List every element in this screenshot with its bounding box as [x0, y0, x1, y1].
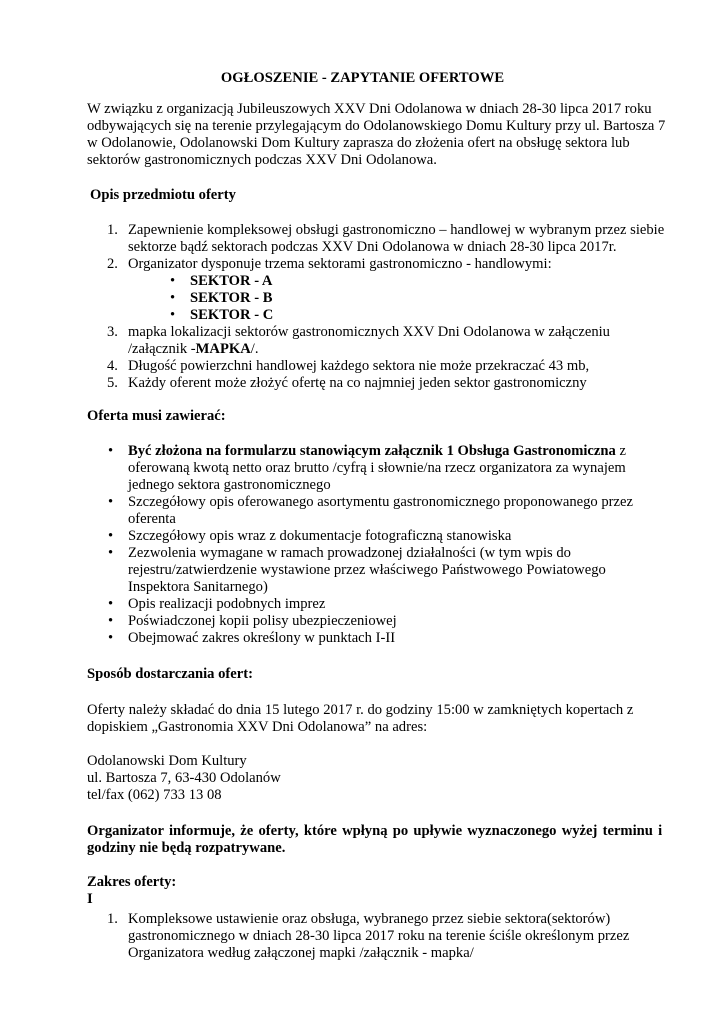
bullet: •	[170, 273, 176, 289]
list-item-line: mapka lokalizacji sektorów gastronomicznych XXV Dni Odolanowa w załączeniu	[128, 324, 610, 340]
bullet: •	[108, 545, 114, 561]
address-phone: tel/fax (062) 733 13 08	[87, 787, 222, 803]
oferta-heading: Oferta musi zawierać:	[87, 408, 226, 424]
list-number: 1.	[107, 222, 118, 238]
intro-line: W związku z organizacją Jubileuszowych XXV Dni Odolanowa w dniach 28-30 lipca 2017 roku	[87, 101, 652, 117]
opis-heading: Opis przedmiotu oferty	[90, 187, 236, 203]
list-item-line: Szczegółowy opis oferowanego asortymentu gastronomicznego proponowanego przez	[128, 494, 633, 510]
list-item-text: /.	[250, 341, 259, 357]
bullet: •	[108, 596, 114, 612]
notice-line: godziny nie będą rozpatrywane.	[87, 840, 286, 856]
list-item-line	[128, 443, 698, 460]
list-item: Organizator dysponuje trzema sektorami gastronomiczno - handlowymi:	[128, 256, 552, 272]
list-item-line	[128, 341, 688, 358]
list-item-line: oferowaną kwotą netto oraz brutto /cyfrą i słownie/na rzecz organizatora za wynajem	[128, 460, 626, 476]
list-item-line: gastronomicznego w dniach 28-30 lipca 2017 roku na terenie ściśle określonym przez	[128, 928, 630, 944]
zakres-title: Zakres oferty:	[87, 874, 177, 890]
intro-line: sektorów gastronomicznych podczas XXV Dni Odolanowa.	[87, 152, 437, 168]
list-item-bold: Być złożona na formularzu stanowiącym załącznik 1 Obsługa Gastronomiczna	[128, 443, 616, 459]
sector-item: SEKTOR - B	[190, 290, 273, 306]
list-item-line: oferenta	[128, 511, 176, 527]
address-block	[87, 753, 672, 804]
mapka-label: MAPKA	[195, 341, 251, 357]
list-number: 2.	[107, 256, 118, 272]
list-item: Opis realizacji podobnych imprez	[128, 596, 326, 612]
list-item	[128, 324, 688, 358]
zakres-heading	[87, 874, 672, 908]
list-item	[128, 494, 688, 528]
deadline-notice	[87, 823, 672, 857]
list-item-line: jednego sektora gastronomicznego	[128, 477, 331, 493]
address-name: Odolanowski Dom Kultury	[87, 753, 247, 769]
notice-line: Organizator informuje, że oferty, które wpłyną po upływie wyznaczonego wyżej terminu i	[87, 823, 663, 839]
bullet: •	[108, 528, 114, 544]
list-item-line: Organizatora według załączonej mapki /załącznik - mapka/	[128, 945, 474, 961]
bullet: •	[108, 630, 114, 646]
list-item-line: Zezwolenia wymagane w ramach prowadzonej działalności (w tym wpis do	[128, 545, 571, 561]
list-item	[128, 222, 688, 256]
document-title: OGŁOSZENIE - ZAPYTANIE OFERTOWE	[220, 70, 505, 86]
sposob-paragraph	[87, 702, 672, 736]
list-item: Szczegółowy opis wraz z dokumentacje fotograficzną stanowiska	[128, 528, 512, 544]
intro-line: w Odolanowie, Odolanowski Dom Kultury zaprasza do złożenia ofert na obsługę sektora lub	[87, 135, 630, 151]
list-number: 4.	[107, 358, 118, 374]
bullet: •	[108, 613, 114, 629]
list-item-line: Inspektora Sanitarnego)	[128, 579, 268, 595]
list-item: Obejmować zakres określony w punktach I-II	[128, 630, 396, 646]
list-item-line: Zapewnienie kompleksowej obsługi gastronomiczno – handlowej w wybranym przez siebie	[128, 222, 665, 238]
list-item	[128, 443, 698, 494]
list-item: Poświadczonej kopii polisy ubezpieczeniowej	[128, 613, 397, 629]
sposob-line: Oferty należy składać do dnia 15 lutego 2017 r. do godziny 15:00 w zamkniętych kopertach z	[87, 702, 634, 718]
list-number: 5.	[107, 375, 118, 391]
sposob-line: dopiskiem „Gastronomia XXV Dni Odolanowa” na adres:	[87, 719, 428, 735]
list-number: 1.	[107, 911, 118, 927]
sector-item: SEKTOR - C	[190, 307, 274, 323]
list-item-text: /załącznik -	[128, 341, 196, 357]
list-number: 3.	[107, 324, 118, 340]
bullet: •	[170, 290, 176, 306]
intro-line: odbywających się na terenie przylegającym do Odolanowskiego Domu Kultury przy ul. Bartosza 7	[87, 118, 666, 134]
bullet: •	[108, 494, 114, 510]
list-item: Długość powierzchni handlowej każdego sektora nie może przekraczać 43 mb,	[128, 358, 590, 374]
sector-item: SEKTOR - A	[190, 273, 273, 289]
list-item-line: rejestru/zatwierdzenie wystawione przez właściwego Państwowego Powiatowego	[128, 562, 606, 578]
list-item: Każdy oferent może złożyć ofertę na co najmniej jeden sektor gastronomiczny	[128, 375, 587, 391]
bullet: •	[170, 307, 176, 323]
address-street: ul. Bartosza 7, 63-430 Odolanów	[87, 770, 281, 786]
list-item-line: sektorze bądź sektorach podczas XXV Dni Odolanowa w dniach 28-30 lipca 2017r.	[128, 239, 617, 255]
intro-paragraph	[87, 101, 672, 169]
list-item-text: z	[615, 443, 626, 459]
list-item-line: Kompleksowe ustawienie oraz obsługa, wybranego przez siebie sektora(sektorów)	[128, 911, 611, 927]
sposob-heading: Sposób dostarczania ofert:	[87, 666, 253, 682]
bullet: •	[108, 443, 114, 459]
list-item	[128, 911, 688, 962]
zakres-roman: I	[87, 891, 93, 907]
list-item	[128, 545, 688, 596]
